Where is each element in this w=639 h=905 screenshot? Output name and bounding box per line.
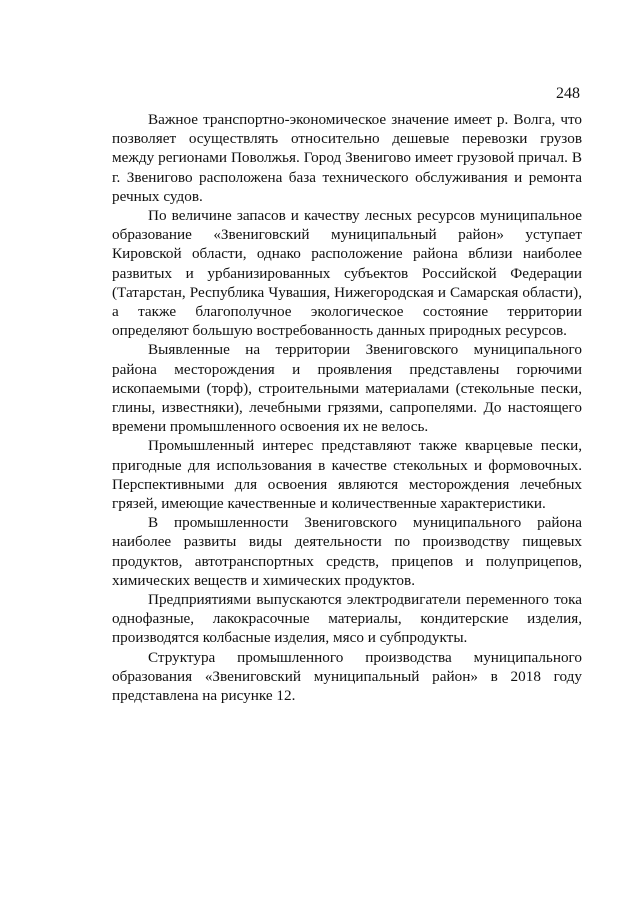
paragraph-forest-resources: По величине запасов и качеству лесных ресурсов муниципальное образование «Звениговский муниципальный район» уступает Кировской области, однако расположение района вблизи наиболее развитых и урбанизированных субъектов Российской Федерации (Татарстан, Республика Чувашия, Нижегородская и Самарская области), а также благополучное экологическое состояние территории определяют большую востребованность данных природных ресурсов. — [112, 207, 582, 340]
page-number: 248 — [556, 85, 580, 102]
paragraph-quartz-sands: Промышленный интерес представляют также кварцевые пески, пригодные для использования в качестве стекольных и формовочных. Перспективными для освоения являются месторождения лечебных грязей, имеющие качественные и количественные характеристики. — [112, 437, 582, 513]
paragraph-mineral-deposits: Выявленные на территории Звениговского муниципального района месторождения и проявления представлены горючими ископаемыми (торф), строительными материалами (стекольные пески, глины, известняки), лечебными грязями, сапропелями. До настоящего времени промышленного освоения их не велось. — [112, 341, 582, 436]
paragraph-figure-reference: Структура промышленного производства муниципального образования «Звениговский муниципальный район» в 2018 году представлена на рисунке 12. — [112, 648, 582, 705]
paragraph-industry-activities: В промышленности Звениговского муниципального района наиболее развиты виды деятельности по производству пищевых продуктов, автотранспортных средств, прицепов и полуприцепов, химических веществ и химических продуктов. — [112, 514, 582, 589]
paragraph-volga-transport: Важное транспортно-экономическое значение имеет р. Волга, что позволяет осуществлять относительно дешевые перевозки грузов между регионами Поволжья. Город Звенигово имеет грузовой причал. В г. Звенигово расположена база технического обслуживания и ремонта речных судов. — [112, 111, 582, 205]
document-body — [112, 110, 582, 705]
paragraph-products: Предприятиями выпускаются электродвигатели переменного тока однофазные, лакокрасочные материалы, кондитерские изделия, производятся колбасные изделия, мясо и субпродукты. — [112, 591, 582, 647]
